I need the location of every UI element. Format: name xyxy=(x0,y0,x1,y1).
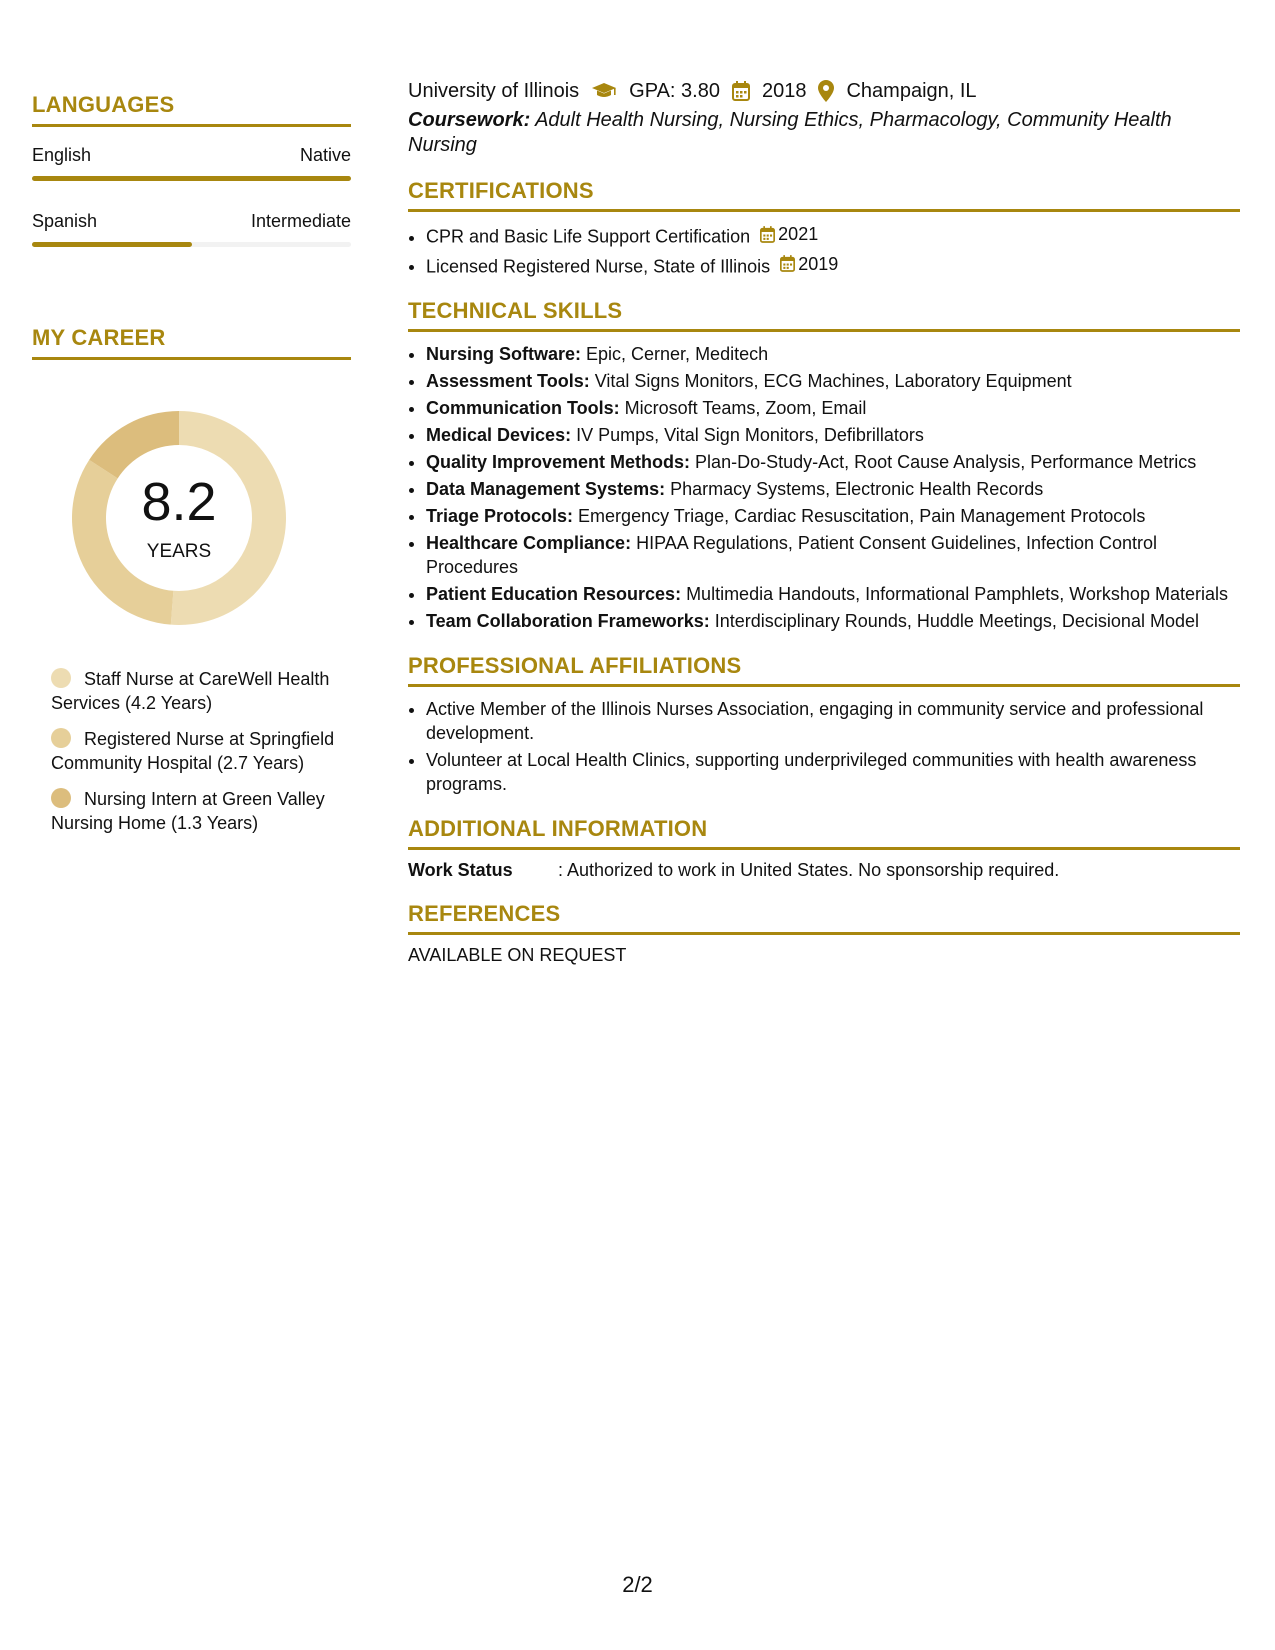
skill-item xyxy=(426,369,1240,393)
education-gpa: GPA: 3.80 xyxy=(629,80,720,102)
career-legend-item xyxy=(51,787,341,835)
skill-item xyxy=(426,582,1240,606)
technical-skills-title: TECHNICAL SKILLS xyxy=(408,298,1240,332)
language-name: English xyxy=(32,145,92,165)
career-title: MY CAREER xyxy=(32,325,351,360)
education-school: University of Illinois xyxy=(408,80,580,102)
map-pin-icon xyxy=(818,80,834,102)
calendar-icon xyxy=(732,81,750,101)
language-item xyxy=(32,145,351,181)
technical-skills-section xyxy=(408,298,1240,633)
skill-item xyxy=(426,609,1240,633)
references-text: AVAILABLE ON REQUEST xyxy=(408,945,627,965)
skill-item xyxy=(426,504,1240,528)
career-legend-label: Staff Nurse at CareWell Health Services (4.2 Years) xyxy=(51,669,330,713)
main-content xyxy=(408,78,1240,966)
donut-slice xyxy=(89,411,179,478)
education-year: 2018 xyxy=(761,80,807,102)
career-legend-label: Registered Nurse at Springfield Community Hospital (2.7 Years) xyxy=(51,729,335,773)
education-location: Champaign, IL xyxy=(846,80,977,102)
language-proficiency-fill xyxy=(32,242,192,247)
skill-item xyxy=(426,342,1240,366)
certification-year: 2021 xyxy=(778,224,819,244)
skill-value: Interdisciplinary Rounds, Huddle Meetings, Decisional Model xyxy=(709,611,1199,631)
affiliations-title: PROFESSIONAL AFFILIATIONS xyxy=(408,653,1240,687)
certifications-list xyxy=(408,222,1240,278)
skill-label: Data Management Systems: xyxy=(426,479,666,499)
education-line xyxy=(408,78,1240,104)
career-legend xyxy=(51,667,341,835)
skill-label: Quality Improvement Methods: xyxy=(426,452,691,472)
career-legend-item xyxy=(51,727,341,775)
career-total-value: 8.2 xyxy=(141,472,217,532)
skill-label: Nursing Software: xyxy=(426,344,582,364)
language-level: Intermediate xyxy=(250,211,351,231)
skill-value: Vital Signs Monitors, ECG Machines, Laboratory Equipment xyxy=(589,371,1072,391)
calendar-icon xyxy=(760,226,775,243)
language-name: Spanish xyxy=(32,211,98,231)
work-status-label: Work Status xyxy=(408,860,513,880)
skill-label: Medical Devices: xyxy=(426,425,572,445)
certification-year: 2019 xyxy=(798,253,839,274)
language-proficiency-bar xyxy=(32,176,351,181)
skill-label: Patient Education Resources: xyxy=(426,584,682,604)
references-title: REFERENCES xyxy=(408,901,1240,935)
language-proficiency-bar xyxy=(32,242,351,247)
language-proficiency-fill xyxy=(32,176,351,181)
certification-name: CPR and Basic Life Support Certification xyxy=(426,226,751,247)
education-coursework xyxy=(408,108,1240,158)
career-legend-item xyxy=(51,667,341,715)
certifications-title: CERTIFICATIONS xyxy=(408,178,1240,212)
skill-label: Healthcare Compliance: xyxy=(426,533,632,553)
language-level: Native xyxy=(299,145,351,165)
skill-label: Assessment Tools: xyxy=(426,371,590,391)
work-status-row xyxy=(408,860,1240,881)
skill-label: Communication Tools: xyxy=(426,398,620,418)
language-item xyxy=(32,211,351,247)
career-donut-chart xyxy=(66,405,292,631)
skill-value: HIPAA Regulations, Patient Consent Guidelines, Infection Control Procedures xyxy=(426,533,1158,577)
skill-label: Triage Protocols: xyxy=(426,506,574,526)
career-total-unit: YEARS xyxy=(146,541,212,562)
additional-info-section xyxy=(408,816,1240,881)
page-number: 2/2 xyxy=(622,1572,653,1597)
skill-item xyxy=(426,423,1240,447)
graduation-cap-icon xyxy=(591,81,617,101)
skill-value: Emergency Triage, Cardiac Resuscitation, Pain Management Protocols xyxy=(573,506,1146,526)
affiliations-list xyxy=(408,697,1240,796)
certification-item xyxy=(426,222,1240,249)
certifications-section xyxy=(408,178,1240,278)
skill-value: Multimedia Handouts, Informational Pamphlets, Workshop Materials xyxy=(681,584,1228,604)
skill-value: Microsoft Teams, Zoom, Email xyxy=(619,398,867,418)
coursework-label: Coursework: xyxy=(408,109,531,131)
skill-value: Plan-Do-Study-Act, Root Cause Analysis, Performance Metrics xyxy=(690,452,1197,472)
coursework-text: Adult Health Nursing, Nursing Ethics, Pharmacology, Community Health Nursing xyxy=(408,109,1172,156)
career-legend-label: Nursing Intern at Green Valley Nursing Home (1.3 Years) xyxy=(51,789,325,833)
skill-item xyxy=(426,477,1240,501)
references-section xyxy=(408,901,1240,966)
sidebar xyxy=(32,92,351,847)
affiliation-item: • Active Member of the Illinois Nurses Association, engaging in community service and professional development. xyxy=(426,697,1240,745)
affiliation-item: • Volunteer at Local Health Clinics, supporting underprivileged communities with health awareness programs. xyxy=(426,748,1240,796)
skill-value: Pharmacy Systems, Electronic Health Records xyxy=(665,479,1044,499)
skill-value: Epic, Cerner, Meditech xyxy=(581,344,769,364)
certification-item xyxy=(426,252,1240,279)
skill-item xyxy=(426,396,1240,420)
calendar-icon xyxy=(780,255,795,272)
skill-value: IV Pumps, Vital Sign Monitors, Defibrillators xyxy=(571,425,924,445)
legend-dot-icon xyxy=(51,668,71,688)
affiliations-section xyxy=(408,653,1240,796)
technical-skills-list xyxy=(408,342,1240,633)
additional-info-title: ADDITIONAL INFORMATION xyxy=(408,816,1240,850)
legend-dot-icon xyxy=(51,788,71,808)
skill-item xyxy=(426,531,1240,579)
certification-name: Licensed Registered Nurse, State of Illinois xyxy=(426,256,771,276)
skill-label: Team Collaboration Frameworks: xyxy=(426,611,710,631)
languages-title: LANGUAGES xyxy=(32,92,351,127)
legend-dot-icon xyxy=(51,728,71,748)
work-status-value: : Authorized to work in United States. No sponsorship required. xyxy=(558,860,1060,880)
skill-item xyxy=(426,450,1240,474)
